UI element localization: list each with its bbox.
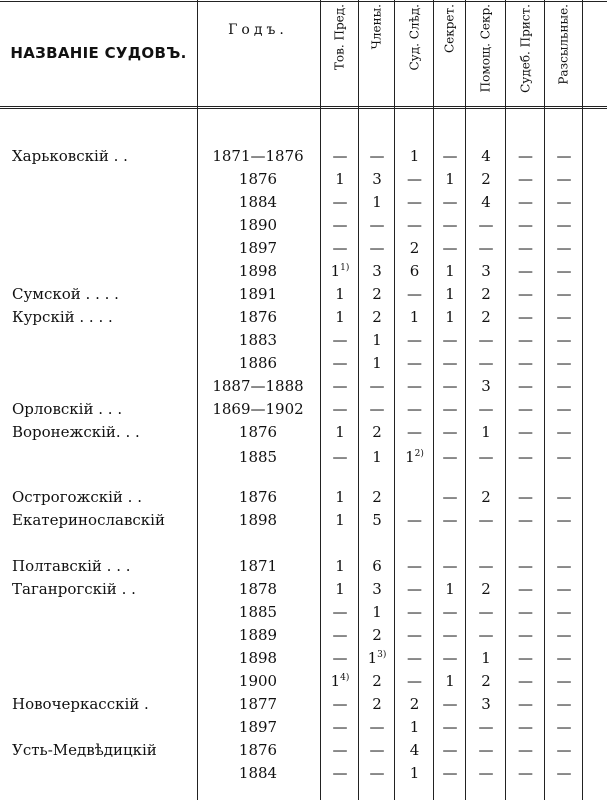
column-header-label: Помощ. Секр. bbox=[478, 4, 493, 93]
value-cell: 3 bbox=[481, 377, 491, 395]
value-cell: — bbox=[518, 488, 533, 506]
value-cell: 2 bbox=[481, 488, 491, 506]
value-cell: 5 bbox=[372, 511, 382, 529]
value-cell: — bbox=[518, 672, 533, 690]
value-cell: — bbox=[407, 626, 422, 644]
court-name: Полтавскiй . . . bbox=[12, 557, 131, 575]
value-cell: — bbox=[442, 488, 458, 506]
value-cell: — bbox=[556, 377, 572, 395]
value-cell: 1 bbox=[335, 488, 345, 506]
table-row bbox=[0, 555, 607, 578]
court-name bbox=[12, 647, 196, 670]
value-cell: — bbox=[332, 448, 348, 466]
value-cell: — bbox=[556, 511, 572, 529]
year-cell: 1898 bbox=[238, 511, 278, 529]
value-cell: — bbox=[407, 377, 422, 395]
year-cell: 1883 bbox=[238, 331, 278, 349]
value-cell: 1$^{4)}$ bbox=[330, 672, 350, 690]
value-cell: 1 bbox=[335, 285, 345, 303]
value-cell: — bbox=[442, 741, 458, 759]
value-cell: — bbox=[518, 262, 533, 280]
value-cell: — bbox=[556, 741, 572, 759]
value-cell: — bbox=[407, 511, 422, 529]
value-cell: — bbox=[556, 672, 572, 690]
footnote-ref: 1) bbox=[340, 263, 350, 273]
value-cell: 1 bbox=[445, 672, 455, 690]
table-row bbox=[0, 329, 607, 352]
value-cell: — bbox=[556, 488, 572, 506]
value-cell: — bbox=[556, 423, 572, 441]
value-cell: 6 bbox=[409, 262, 420, 280]
year-cell: 1887—1888 bbox=[212, 377, 304, 395]
table-row bbox=[0, 260, 607, 283]
value-cell: 1 bbox=[445, 285, 455, 303]
value-cell: — bbox=[556, 580, 572, 598]
value-cell: — bbox=[478, 354, 494, 372]
court-name: Курскiй . . . . bbox=[12, 308, 113, 326]
value-cell: — bbox=[332, 193, 348, 211]
value-cell: — bbox=[518, 718, 533, 736]
year-cell: 1898 bbox=[238, 262, 278, 280]
value-cell: 1 bbox=[409, 308, 420, 326]
court-name: Харьковскiй . . bbox=[12, 147, 128, 165]
value-cell: — bbox=[407, 603, 422, 621]
value-cell: — bbox=[407, 423, 422, 441]
value-cell: — bbox=[478, 239, 494, 257]
table-row bbox=[0, 509, 607, 532]
header-rule bbox=[0, 106, 607, 107]
value-cell: 2 bbox=[372, 672, 382, 690]
value-cell: — bbox=[518, 580, 533, 598]
value-cell: — bbox=[332, 216, 348, 234]
column-header-label: Члены. bbox=[369, 4, 384, 50]
court-name: Усть-Медвѣдицкiй bbox=[12, 741, 157, 759]
value-cell: — bbox=[518, 649, 533, 667]
value-cell: — bbox=[556, 649, 572, 667]
value-cell: 2 bbox=[481, 285, 491, 303]
value-cell: — bbox=[518, 626, 533, 644]
court-name bbox=[12, 191, 196, 214]
year-cell: 1885 bbox=[238, 448, 278, 466]
value-cell: — bbox=[556, 262, 572, 280]
value-cell: — bbox=[556, 354, 572, 372]
value-cell: 6 bbox=[372, 557, 382, 575]
table-row bbox=[0, 375, 607, 398]
value-cell: 1 bbox=[445, 170, 455, 188]
value-cell: — bbox=[442, 511, 458, 529]
value-cell: — bbox=[518, 603, 533, 621]
table-row bbox=[0, 578, 607, 601]
value-cell: — bbox=[518, 354, 533, 372]
value-cell: — bbox=[518, 308, 533, 326]
value-cell: 1 bbox=[481, 423, 491, 441]
value-cell: 3 bbox=[372, 580, 382, 598]
value-cell: — bbox=[556, 308, 572, 326]
value-cell: — bbox=[556, 718, 572, 736]
value-cell: — bbox=[442, 423, 458, 441]
value-cell: — bbox=[442, 193, 458, 211]
year-cell: 1890 bbox=[238, 216, 278, 234]
value-cell: — bbox=[407, 649, 422, 667]
value-cell: — bbox=[407, 672, 422, 690]
value-cell: — bbox=[478, 603, 494, 621]
table-row bbox=[0, 421, 607, 444]
value-cell: 2 bbox=[481, 672, 491, 690]
header-rule bbox=[0, 108, 607, 109]
value-cell: — bbox=[556, 147, 572, 165]
value-cell: — bbox=[556, 193, 572, 211]
value-cell: 2 bbox=[372, 488, 382, 506]
value-cell: — bbox=[478, 626, 494, 644]
court-name bbox=[12, 446, 196, 469]
table-row bbox=[0, 624, 607, 647]
value-cell: — bbox=[556, 216, 572, 234]
value-cell: 1 bbox=[372, 448, 382, 466]
value-cell: — bbox=[369, 718, 385, 736]
court-name bbox=[12, 237, 196, 260]
value-cell: — bbox=[518, 423, 533, 441]
value-cell: — bbox=[556, 557, 572, 575]
value-cell: 2 bbox=[481, 308, 491, 326]
court-name bbox=[12, 670, 196, 693]
value-cell: — bbox=[518, 170, 533, 188]
footnote-ref: 4) bbox=[340, 673, 350, 683]
value-cell: — bbox=[442, 239, 458, 257]
value-cell: — bbox=[442, 400, 458, 418]
year-cell: 1876 bbox=[238, 488, 278, 506]
court-name bbox=[12, 762, 196, 785]
value-cell: — bbox=[442, 764, 458, 782]
column-header bbox=[434, 0, 466, 106]
value-cell: 1 bbox=[372, 603, 382, 621]
value-cell: — bbox=[556, 285, 572, 303]
year-cell: 1897 bbox=[238, 239, 278, 257]
court-name bbox=[12, 352, 196, 375]
value-cell: 1 bbox=[372, 193, 382, 211]
court-name bbox=[12, 329, 196, 352]
value-cell: — bbox=[332, 400, 348, 418]
year-cell: 1889 bbox=[238, 626, 278, 644]
value-cell: 1 bbox=[409, 718, 420, 736]
court-name bbox=[12, 716, 196, 739]
year-cell: 1898 bbox=[238, 649, 278, 667]
value-cell: 2 bbox=[481, 170, 491, 188]
table-row bbox=[0, 446, 607, 469]
value-cell: 1 bbox=[335, 423, 345, 441]
value-cell: 3 bbox=[481, 695, 491, 713]
court-name: Воронежскiй. . . bbox=[12, 423, 140, 441]
value-cell: — bbox=[369, 400, 385, 418]
table-row bbox=[0, 306, 607, 329]
value-cell: — bbox=[407, 580, 422, 598]
column-header bbox=[395, 0, 434, 106]
value-cell: 2 bbox=[372, 308, 382, 326]
value-cell: — bbox=[556, 448, 572, 466]
value-cell: 3 bbox=[481, 262, 491, 280]
value-cell: — bbox=[442, 354, 458, 372]
court-name bbox=[12, 260, 196, 283]
value-cell: — bbox=[442, 377, 458, 395]
value-cell: — bbox=[556, 170, 572, 188]
value-cell: — bbox=[518, 216, 533, 234]
value-cell: — bbox=[518, 511, 533, 529]
court-name bbox=[12, 624, 196, 647]
value-cell: — bbox=[442, 216, 458, 234]
year-cell: 1884 bbox=[238, 193, 278, 211]
value-cell: — bbox=[332, 377, 348, 395]
value-cell: — bbox=[478, 216, 494, 234]
value-cell: 2 bbox=[409, 239, 420, 257]
table-row bbox=[0, 601, 607, 624]
value-cell: — bbox=[369, 741, 385, 759]
value-cell: — bbox=[442, 695, 458, 713]
value-cell: — bbox=[556, 331, 572, 349]
value-cell: — bbox=[556, 626, 572, 644]
value-cell: 1 bbox=[409, 764, 420, 782]
value-cell: — bbox=[407, 285, 422, 303]
value-cell: 1 bbox=[335, 170, 345, 188]
value-cell: 2 bbox=[372, 285, 382, 303]
table-row bbox=[0, 283, 607, 306]
value-cell: — bbox=[369, 216, 385, 234]
value-cell: — bbox=[478, 557, 494, 575]
value-cell: — bbox=[478, 331, 494, 349]
value-cell: 1 bbox=[372, 331, 382, 349]
column-header bbox=[506, 0, 545, 106]
year-cell: 1876 bbox=[238, 741, 278, 759]
table-row bbox=[0, 214, 607, 237]
value-cell: — bbox=[478, 448, 494, 466]
value-cell: 2 bbox=[372, 423, 382, 441]
value-cell: — bbox=[556, 695, 572, 713]
value-cell: 1 bbox=[372, 354, 382, 372]
court-name bbox=[12, 214, 196, 237]
table-row bbox=[0, 670, 607, 693]
year-cell: 1876 bbox=[238, 308, 278, 326]
court-name: Новочеркасскiй . bbox=[12, 695, 149, 713]
value-cell: — bbox=[518, 285, 533, 303]
value-cell: — bbox=[518, 557, 533, 575]
value-cell: 3 bbox=[372, 262, 382, 280]
value-cell: — bbox=[407, 216, 422, 234]
value-cell: — bbox=[518, 448, 533, 466]
year-cell: 1876 bbox=[238, 170, 278, 188]
value-cell: 1 bbox=[481, 649, 491, 667]
value-cell: — bbox=[518, 193, 533, 211]
year-cell: 1885 bbox=[238, 603, 278, 621]
value-cell: — bbox=[407, 331, 422, 349]
value-cell: — bbox=[556, 603, 572, 621]
value-cell: — bbox=[518, 239, 533, 257]
year-cell: 1869—1902 bbox=[212, 400, 304, 418]
value-cell: — bbox=[407, 354, 422, 372]
value-cell: — bbox=[369, 764, 385, 782]
value-cell: — bbox=[442, 718, 458, 736]
column-header-label: Суд. Слѣд. bbox=[407, 4, 421, 71]
value-cell: — bbox=[369, 147, 385, 165]
column-header-label: Судеб. Прист. bbox=[518, 4, 532, 93]
value-cell: 2 bbox=[372, 695, 382, 713]
value-cell: — bbox=[442, 557, 458, 575]
court-name: Острогожскiй . . bbox=[12, 488, 142, 506]
year-cell: 1871 bbox=[238, 557, 278, 575]
value-cell: — bbox=[407, 557, 422, 575]
value-cell: 2 bbox=[409, 695, 420, 713]
table-row bbox=[0, 191, 607, 214]
column-header bbox=[321, 0, 359, 106]
value-cell bbox=[395, 486, 434, 509]
footnote-ref: 3) bbox=[377, 650, 387, 660]
value-cell: 1 bbox=[445, 262, 455, 280]
value-cell: 4 bbox=[409, 741, 420, 759]
table-row bbox=[0, 352, 607, 375]
header-rule bbox=[0, 1, 607, 2]
value-cell: — bbox=[556, 764, 572, 782]
value-cell: 1 bbox=[445, 580, 455, 598]
value-cell: — bbox=[556, 239, 572, 257]
column-header bbox=[466, 0, 506, 106]
year-cell: 1897 bbox=[238, 718, 278, 736]
value-cell: 3 bbox=[372, 170, 382, 188]
table-row bbox=[0, 716, 607, 739]
value-cell: — bbox=[407, 400, 422, 418]
header-year: Годъ. bbox=[228, 22, 288, 38]
value-cell: — bbox=[442, 331, 458, 349]
court-name: Орловскiй . . . bbox=[12, 400, 123, 418]
year-cell: 1876 bbox=[238, 423, 278, 441]
value-cell: — bbox=[478, 764, 494, 782]
value-cell: — bbox=[332, 695, 348, 713]
value-cell: — bbox=[518, 764, 533, 782]
value-cell: — bbox=[442, 626, 458, 644]
table-row bbox=[0, 145, 607, 168]
year-cell: 1884 bbox=[238, 764, 278, 782]
value-cell: — bbox=[369, 239, 385, 257]
value-cell: 1 bbox=[409, 147, 420, 165]
value-cell: 1 bbox=[445, 308, 455, 326]
court-name bbox=[12, 375, 196, 398]
value-cell: 1 bbox=[335, 308, 345, 326]
table-row bbox=[0, 693, 607, 716]
value-cell: 2 bbox=[372, 626, 382, 644]
table-row bbox=[0, 647, 607, 670]
court-name bbox=[12, 168, 196, 191]
table-row bbox=[0, 168, 607, 191]
value-cell: 1 bbox=[335, 511, 345, 529]
column-header-label: Разсыльные. bbox=[556, 4, 571, 85]
value-cell: 2 bbox=[481, 580, 491, 598]
column-header bbox=[545, 0, 583, 106]
value-cell: — bbox=[332, 147, 348, 165]
value-cell: 4 bbox=[481, 147, 491, 165]
value-cell: — bbox=[518, 695, 533, 713]
value-cell: — bbox=[369, 377, 385, 395]
value-cell: — bbox=[332, 649, 348, 667]
value-cell: — bbox=[518, 377, 533, 395]
value-cell: — bbox=[478, 741, 494, 759]
column-header bbox=[359, 0, 395, 106]
value-cell: 4 bbox=[481, 193, 491, 211]
value-cell: — bbox=[332, 741, 348, 759]
value-cell: — bbox=[332, 764, 348, 782]
value-cell: — bbox=[556, 400, 572, 418]
value-cell: — bbox=[332, 718, 348, 736]
value-cell: — bbox=[442, 147, 458, 165]
value-cell: — bbox=[407, 170, 422, 188]
table-row bbox=[0, 486, 607, 509]
value-cell: 1 bbox=[335, 557, 345, 575]
value-cell: — bbox=[518, 331, 533, 349]
value-cell: — bbox=[407, 193, 422, 211]
table-row bbox=[0, 739, 607, 762]
court-name: Таганрогскiй . . bbox=[12, 580, 136, 598]
value-cell: — bbox=[518, 147, 533, 165]
column-header-label: Тов. Пред. bbox=[332, 4, 347, 71]
value-cell: — bbox=[332, 603, 348, 621]
value-cell: — bbox=[478, 400, 494, 418]
year-cell: 1878 bbox=[238, 580, 278, 598]
value-cell: 1 bbox=[335, 580, 345, 598]
value-cell: — bbox=[442, 649, 458, 667]
value-cell: — bbox=[442, 448, 458, 466]
table-row bbox=[0, 762, 607, 785]
value-cell: — bbox=[478, 511, 494, 529]
value-cell: — bbox=[442, 603, 458, 621]
value-cell: — bbox=[332, 239, 348, 257]
court-name: Сумской . . . . bbox=[12, 285, 119, 303]
value-cell: 1$^{2)}$ bbox=[405, 448, 424, 466]
year-cell: 1900 bbox=[238, 672, 278, 690]
footnote-ref: 2) bbox=[414, 449, 424, 459]
value-cell: — bbox=[518, 741, 533, 759]
year-cell: 1891 bbox=[238, 285, 278, 303]
court-name: Екатеринославскiй bbox=[12, 511, 165, 529]
year-cell: 1877 bbox=[238, 695, 278, 713]
year-cell: 1886 bbox=[238, 354, 278, 372]
value-cell: 1$^{3)}$ bbox=[367, 649, 387, 667]
value-cell: — bbox=[332, 626, 348, 644]
value-cell: — bbox=[332, 354, 348, 372]
value-cell: — bbox=[518, 400, 533, 418]
table-row bbox=[0, 237, 607, 260]
value-cell: — bbox=[332, 331, 348, 349]
header-court-name: НАЗВАНIЕ СУДОВЪ. bbox=[10, 44, 187, 62]
table-row bbox=[0, 398, 607, 421]
column-header-label: Секрет. bbox=[442, 4, 457, 54]
value-cell: 1$^{1)}$ bbox=[330, 262, 350, 280]
year-cell: 1871—1876 bbox=[212, 147, 304, 165]
court-name bbox=[12, 601, 196, 624]
value-cell: — bbox=[478, 718, 494, 736]
